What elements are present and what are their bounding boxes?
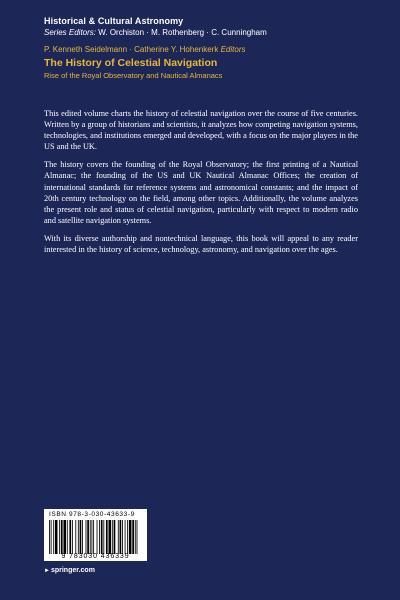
barcode-digits: 9 783030 436339 <box>61 553 130 560</box>
blurb <box>44 108 358 262</box>
book-subtitle: Rise of the Royal Observatory and Nautical Almanacs <box>44 71 223 80</box>
barcode-bars <box>47 520 144 554</box>
publisher-url: springer.com <box>50 567 95 574</box>
isbn-number: ISBN 978-3-030-43633-9 <box>49 511 135 518</box>
series-editors-names: W. Orchiston · M. Rothenberg · C. Cunningham <box>98 28 267 37</box>
publisher-link[interactable] <box>44 567 95 574</box>
isbn-barcode <box>44 509 147 561</box>
blurb-paragraph: With its diverse authorship and nontechnical language, this book will appeal to any reader interested in the history of science, technology, astronomy, and navigation over the ages. <box>44 233 358 255</box>
book-editors-label: Editors <box>220 45 246 54</box>
series-editors <box>44 28 267 37</box>
book-editors <box>44 45 245 54</box>
book-editors-names: P. Kenneth Seidelmann · Catherine Y. Hohenkerk <box>44 45 219 54</box>
blurb-paragraph: This edited volume charts the history of celestial navigation over the course of five centuries. Written by a group of historians and scientists, it analyzes how competing navigation systems, technologies, and institutions emerged and developed, with a focus on the major players in the US and the UK. <box>44 109 358 152</box>
series-editors-label: Series Editors: <box>44 28 97 37</box>
blurb-paragraph: The history covers the founding of the Royal Observatory; the first printing of a Nautical Almanac; the founding of the US and UK Nautical Almanac Offices; the creation of international standards for reference systems and astronomical constants; and the impact of 20th century technology on the field, among other topics. Additionally, the volume analyzes the present role and status of celestial navigation, particularly with respect to modern radio and satellite navigation systems. <box>44 160 358 225</box>
book-title: The History of Celestial Navigation <box>44 57 218 69</box>
arrow-right-icon: ► <box>44 568 50 574</box>
series-title: Historical & Cultural Astronomy <box>44 16 184 26</box>
